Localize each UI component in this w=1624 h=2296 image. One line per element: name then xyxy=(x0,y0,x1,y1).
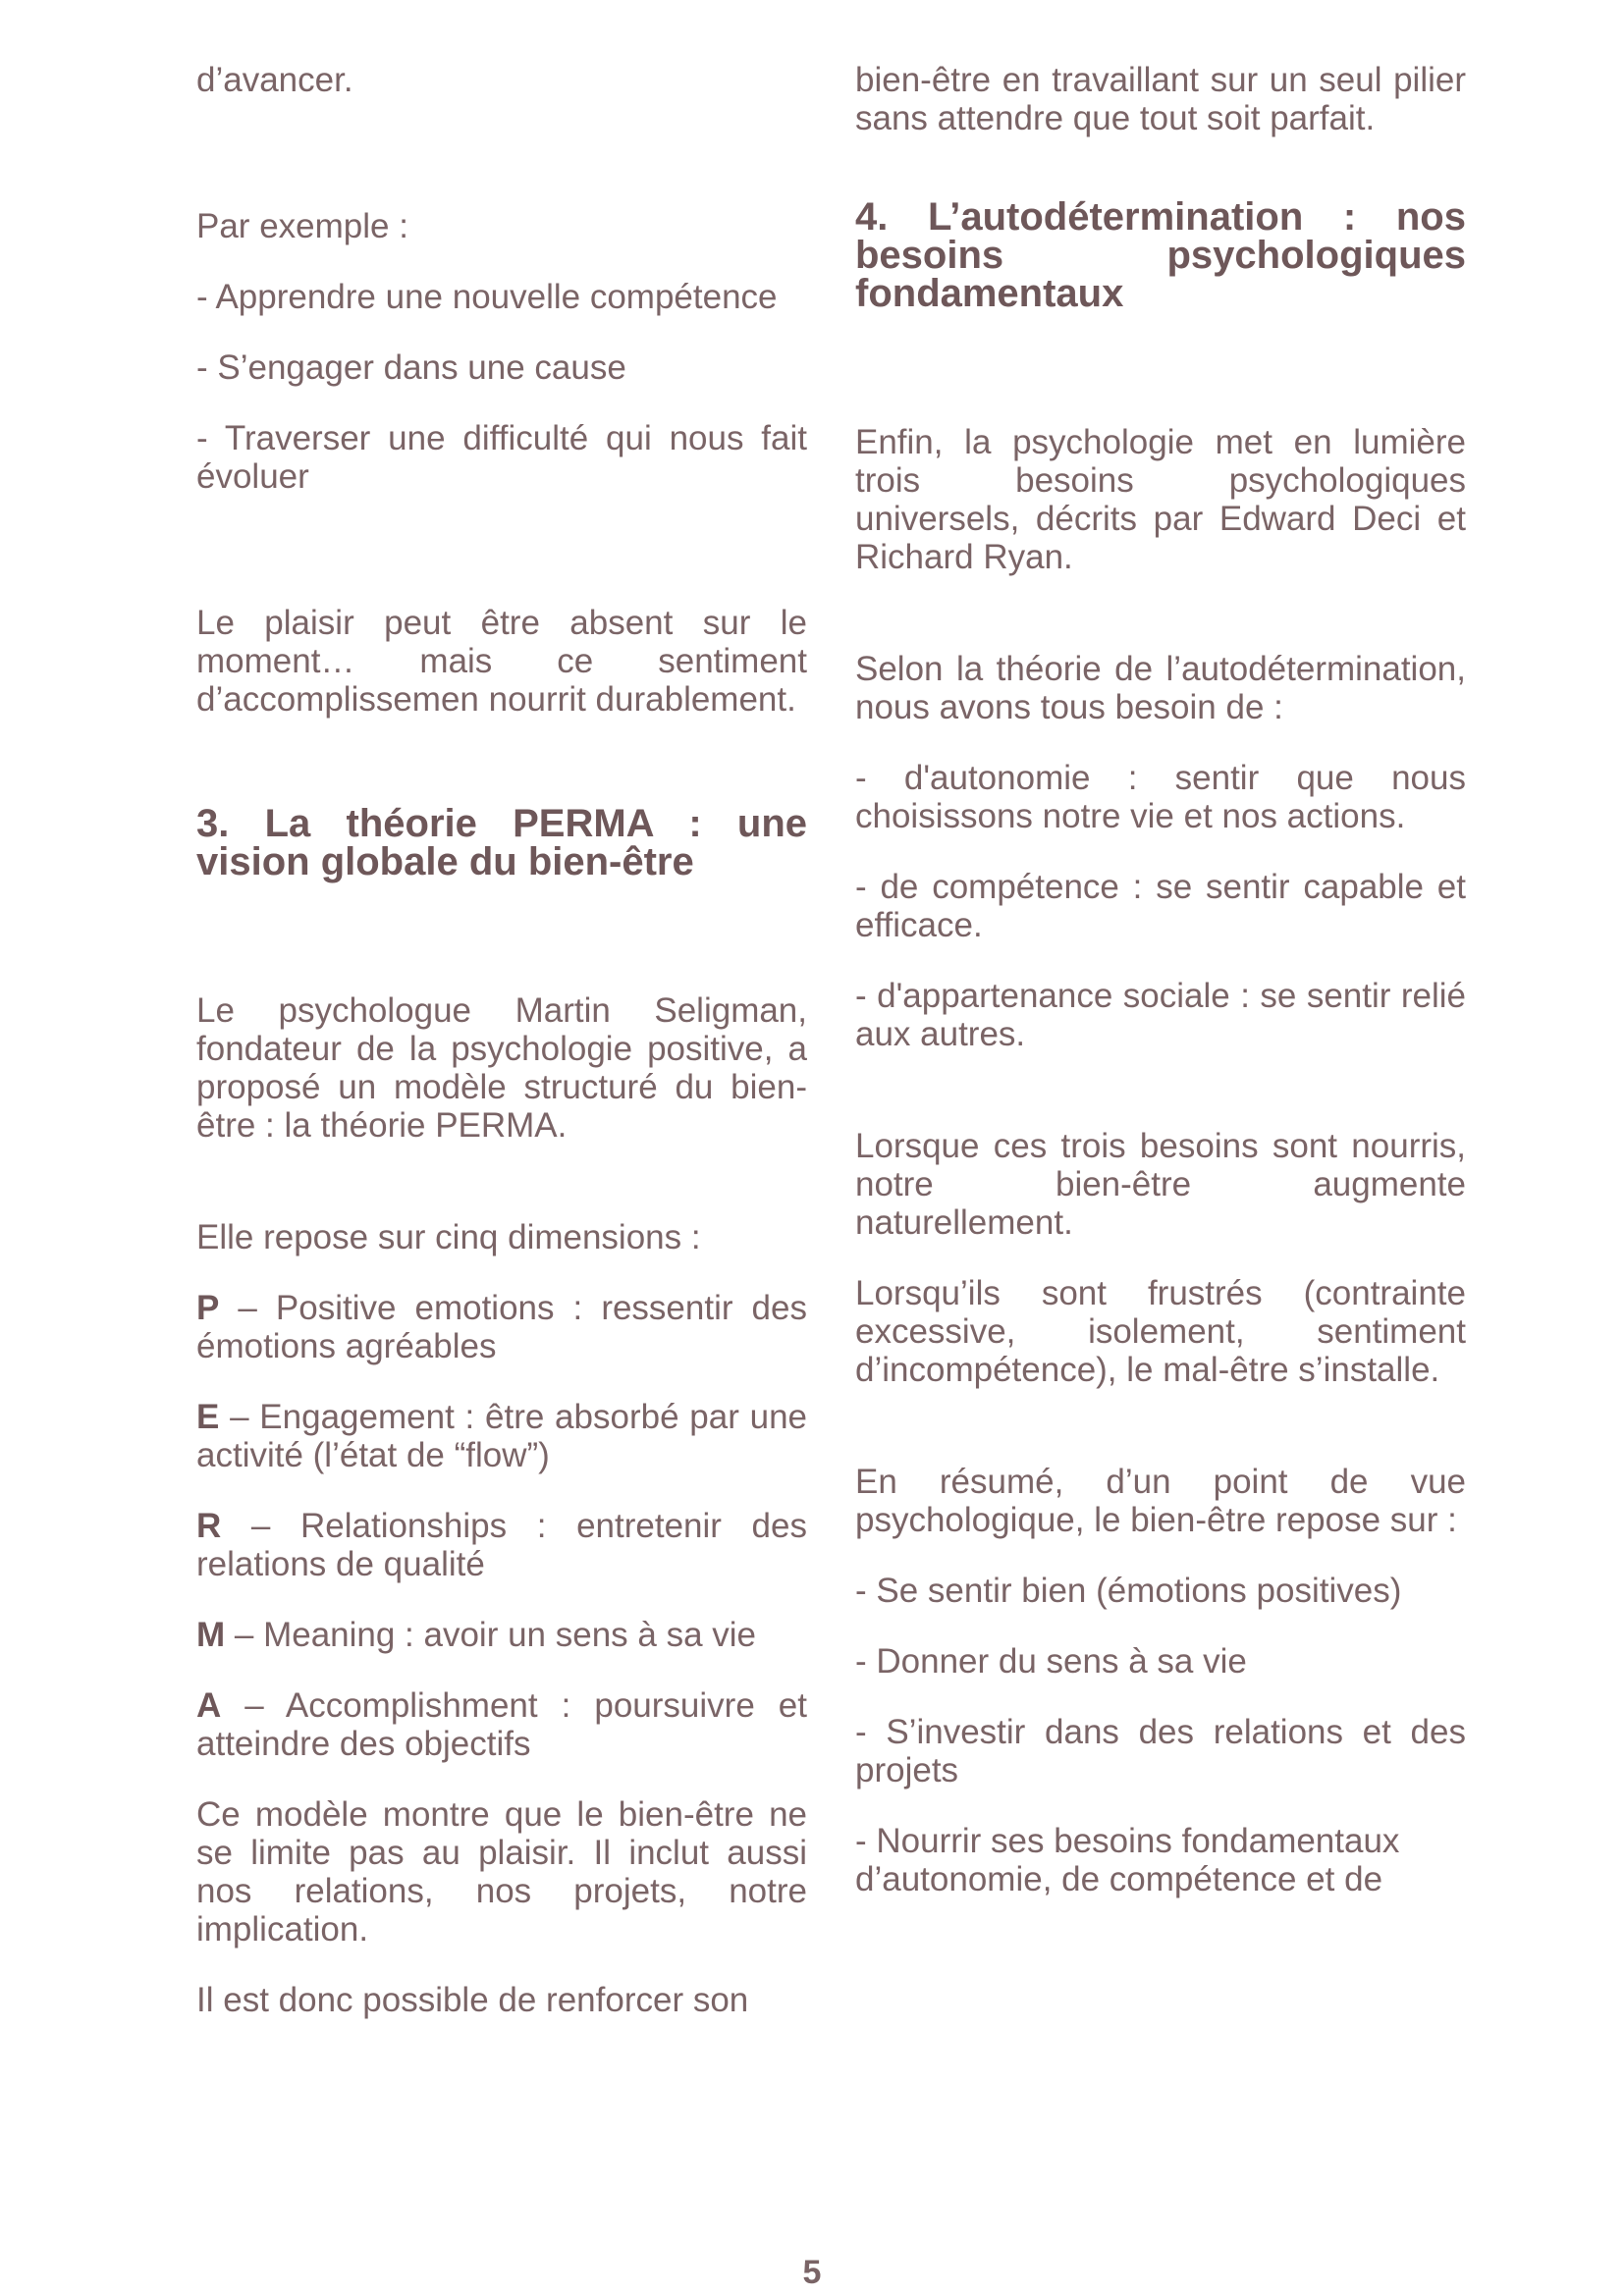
perma-text: – Positive emotions : ressentir des émotions agréables xyxy=(196,1289,807,1365)
paragraph-par-exemple: Par exemple : xyxy=(196,207,408,245)
perma-item-m xyxy=(196,1616,807,1654)
paragraph-deci-ryan: Enfin, la psychologie met en lumière trois besoins psychologiques universels, décrits par Edward Deci et Richard Ryan. xyxy=(855,423,1466,576)
perma-text: – Meaning : avoir un sens à sa vie xyxy=(225,1616,757,1654)
perma-item-p xyxy=(196,1289,807,1365)
heading-autodetermination: 4. L’autodétermination : nos besoins psychologiques fondamentaux xyxy=(855,195,1466,315)
paragraph-bien-etre-pilier: bien-être en travaillant sur un seul pilier sans attendre que tout soit parfait. xyxy=(855,61,1466,137)
paragraph-plaisir: Le plaisir peut être absent sur le moment… mais ce sentiment d’accomplissemen nourrit durablement. xyxy=(196,604,807,719)
list-item-competence: - Apprendre une nouvelle compétence xyxy=(196,278,778,316)
list-item-investir: - S’investir dans des relations et des projets xyxy=(855,1713,1466,1789)
paragraph-cinq-dimensions: Elle repose sur cinq dimensions : xyxy=(196,1218,701,1256)
heading-perma: 3. La théorie PERMA : une vision globale du bien-être xyxy=(196,802,807,883)
paragraph-seligman: Le psychologue Martin Seligman, fondateur de la psychologie positive, a proposé un modèle structuré du bien-être : la théorie PERMA. xyxy=(196,991,807,1145)
paragraph-en-resume: En résumé, d’un point de vue psychologique, le bien-être repose sur : xyxy=(855,1463,1466,1539)
list-item-autonomie: - d'autonomie : sentir que nous choisissons notre vie et nos actions. xyxy=(855,759,1466,835)
left-column xyxy=(196,61,807,2052)
list-item-appartenance: - d'appartenance sociale : se sentir relié aux autres. xyxy=(855,977,1466,1053)
page-number: 5 xyxy=(802,2254,822,2291)
perma-item-e xyxy=(196,1398,807,1474)
paragraph-selon-theorie: Selon la théorie de l’autodétermination, nous avons tous besoin de : xyxy=(855,650,1466,726)
list-item-se-sentir-bien: - Se sentir bien (émotions positives) xyxy=(855,1572,1402,1610)
list-item-cause: - S’engager dans une cause xyxy=(196,348,626,387)
perma-item-r xyxy=(196,1507,807,1583)
list-item-competence: - de compétence : se sentir capable et efficace. xyxy=(855,868,1466,944)
perma-text: – Relationships : entretenir des relations de qualité xyxy=(196,1507,807,1583)
paragraph-davancer: d’avancer. xyxy=(196,61,353,99)
perma-letter: P xyxy=(196,1289,220,1327)
perma-text: – Accomplishment : poursuivre et atteindre des objectifs xyxy=(196,1686,807,1763)
perma-letter: A xyxy=(196,1686,222,1725)
paragraph-modele: Ce modèle montre que le bien-être ne se limite pas au plaisir. Il inclut aussi nos relations, nos projets, notre implication. xyxy=(196,1795,807,1949)
paragraph-renforcer: Il est donc possible de renforcer son xyxy=(196,1981,749,2019)
perma-item-a xyxy=(196,1686,807,1763)
list-item-sens: - Donner du sens à sa vie xyxy=(855,1642,1247,1681)
list-item-difficulte: - Traverser une difficulté qui nous fait évoluer xyxy=(196,419,807,496)
perma-letter: E xyxy=(196,1398,220,1436)
right-column xyxy=(855,61,1466,1931)
perma-letter: M xyxy=(196,1616,226,1654)
perma-letter: R xyxy=(196,1507,222,1545)
paragraph-besoins-frustres: Lorsqu’ils sont frustrés (contrainte excessive, isolement, sentiment d’incompétence), le mal-être s’installe. xyxy=(855,1274,1466,1389)
paragraph-besoins-nourris: Lorsque ces trois besoins sont nourris, notre bien-être augmente naturellement. xyxy=(855,1127,1466,1242)
list-item-besoins-fondamentaux: - Nourrir ses besoins fondamentaux d’autonomie, de compétence et de xyxy=(855,1822,1400,1898)
perma-text: – Engagement : être absorbé par une activité (l’état de “flow”) xyxy=(196,1398,807,1474)
